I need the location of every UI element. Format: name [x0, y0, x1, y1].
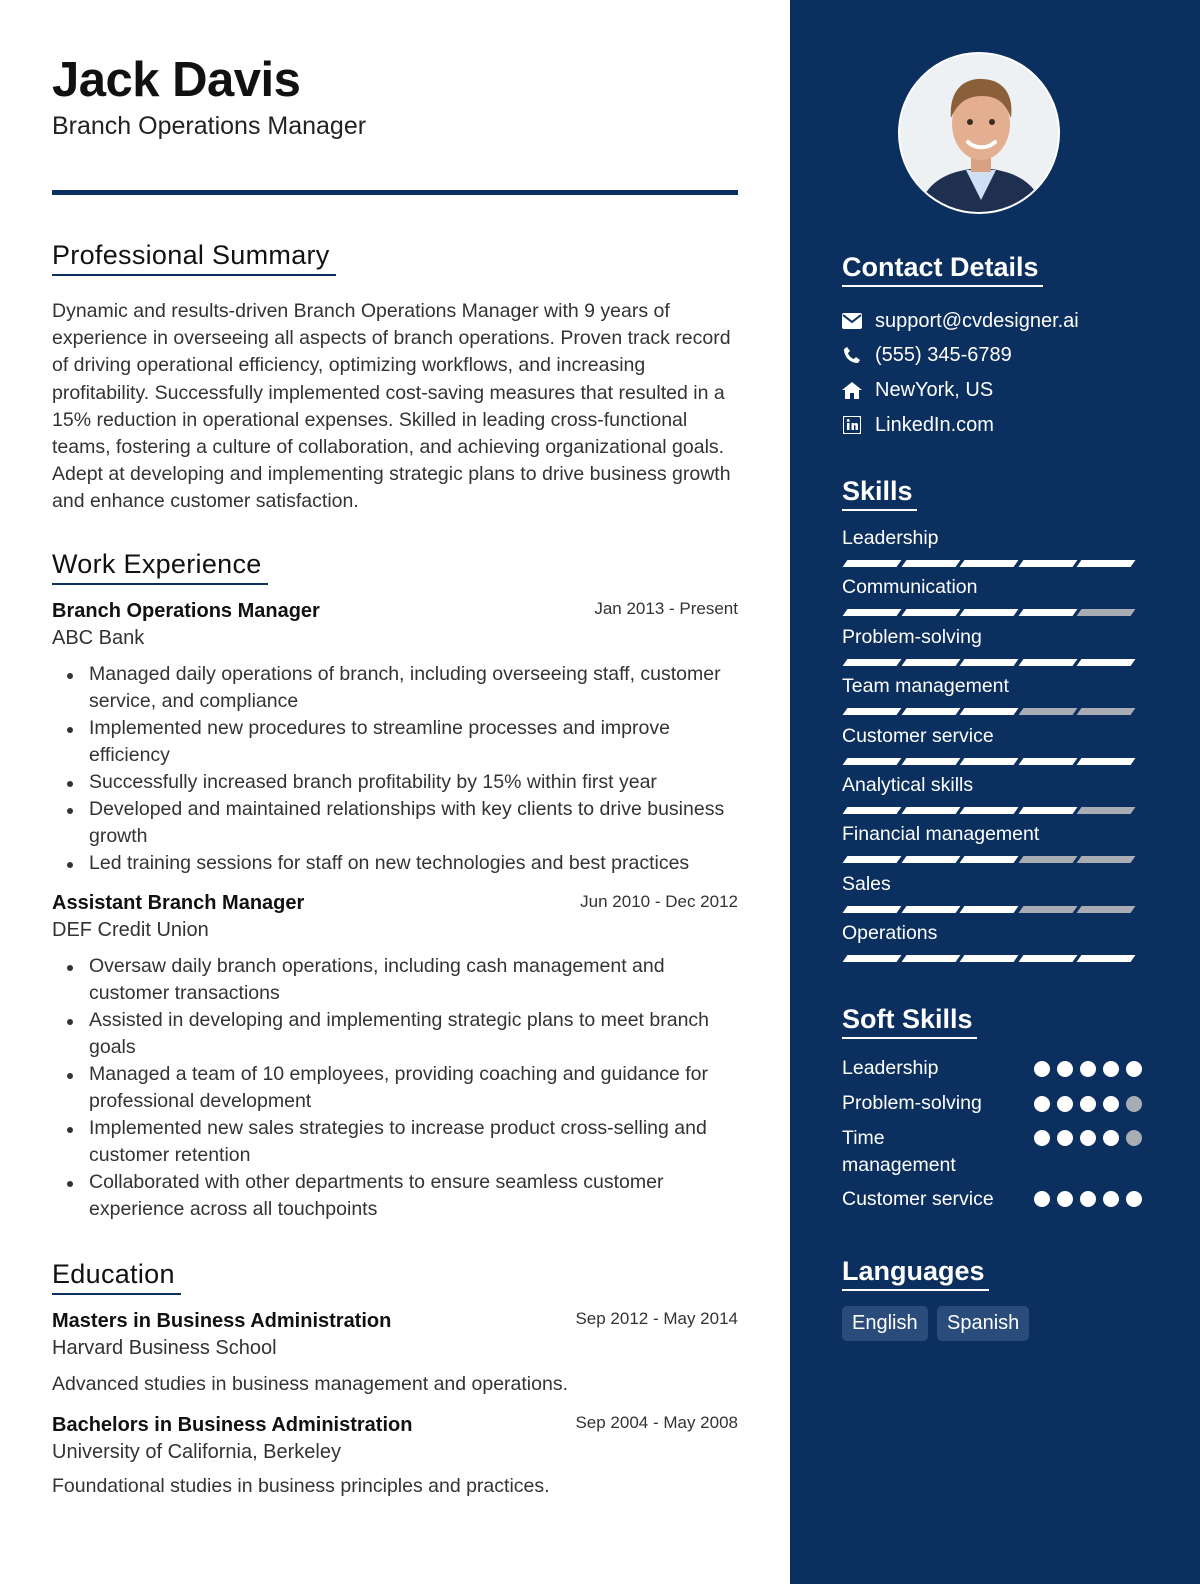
rating-dot [1126, 1061, 1142, 1077]
skill-level-segment [1077, 856, 1136, 863]
skill-level-segment [1077, 609, 1136, 616]
skill-level-bar [842, 807, 1134, 814]
skill-level-segment [1018, 906, 1077, 913]
job-bullet: Implemented new procedures to streamline processes and improve efficiency [89, 715, 739, 769]
rating-dot [1126, 1130, 1142, 1146]
edu-dates: Sep 2004 - May 2008 [575, 1413, 738, 1432]
skill-level-segment [843, 609, 902, 616]
rating-dot [1034, 1096, 1050, 1112]
soft-skill-label: Leadership [842, 1057, 939, 1079]
languages-heading: Languages [842, 1256, 989, 1291]
skill-level-segment [1018, 856, 1077, 863]
job-role: Assistant Branch Manager [52, 892, 305, 914]
skill-level-segment [843, 560, 902, 567]
rating-dot [1057, 1191, 1073, 1207]
job-company: ABC Bank [52, 627, 145, 649]
skill-level-segment [960, 758, 1019, 765]
candidate-name: Jack Davis [52, 53, 301, 107]
job-bullet: Oversaw daily branch operations, including cash management and customer transactions [89, 953, 739, 1007]
contact-phone[interactable] [842, 341, 1012, 369]
job-bullets [89, 953, 739, 1223]
language-chip-spanish: Spanish [937, 1306, 1029, 1341]
edu-dates: Sep 2012 - May 2014 [575, 1309, 738, 1328]
soft-skill-rating [1034, 1191, 1134, 1207]
skill-label: Financial management [842, 823, 1040, 846]
job-bullet: Assisted in developing and implementing strategic plans to meet branch goals [89, 1007, 739, 1061]
skill-level-segment [901, 560, 960, 567]
job-dates: Jan 2013 - Present [594, 599, 738, 618]
skill-level-segment [1018, 560, 1077, 567]
edu-degree: Masters in Business Administration [52, 1310, 392, 1332]
rating-dot [1103, 1061, 1119, 1077]
skill-level-bar [842, 906, 1134, 913]
job-dates: Jun 2010 - Dec 2012 [580, 892, 738, 911]
skill-level-segment [1077, 955, 1136, 962]
phone-icon [842, 345, 862, 365]
skill-level-segment [843, 955, 902, 962]
skill-level-segment [960, 856, 1019, 863]
skill-level-bar [842, 708, 1134, 715]
skill-level-bar [842, 659, 1134, 666]
skill-level-segment [901, 955, 960, 962]
rating-dot [1057, 1061, 1073, 1077]
soft-skill-label: Problem-solving [842, 1092, 982, 1114]
skill-level-segment [901, 758, 960, 765]
rating-dot [1126, 1096, 1142, 1112]
header-divider [52, 190, 738, 195]
soft-skill-label: Customer service [842, 1188, 994, 1210]
skill-label: Problem-solving [842, 625, 982, 648]
skills-heading: Skills [842, 476, 917, 511]
skill-label: Communication [842, 576, 978, 599]
job-role: Branch Operations Manager [52, 600, 320, 622]
skill-level-segment [901, 856, 960, 863]
edu-school: Harvard Business School [52, 1337, 277, 1359]
home-icon [842, 380, 862, 400]
skill-label: Customer service [842, 724, 994, 747]
skill-level-segment [960, 807, 1019, 814]
skill-label: Leadership [842, 527, 939, 549]
skill-level-segment [1018, 807, 1077, 814]
contact-phone-text: (555) 345-6789 [875, 343, 1012, 366]
edu-school: University of California, Berkeley [52, 1441, 341, 1463]
skill-level-bar [842, 609, 1134, 616]
edu-description: Foundational studies in business principles and practices. [52, 1475, 550, 1497]
rating-dot [1034, 1130, 1050, 1146]
skill-level-segment [843, 708, 902, 715]
contact-email[interactable] [842, 307, 1079, 335]
skill-level-segment [843, 659, 902, 666]
skill-label: Analytical skills [842, 774, 974, 796]
rating-dot [1103, 1191, 1119, 1207]
skill-label: Sales [842, 872, 891, 895]
edu-degree: Bachelors in Business Administration [52, 1414, 413, 1436]
rating-dot [1057, 1096, 1073, 1112]
soft-skills-heading: Soft Skills [842, 1004, 977, 1039]
skill-level-segment [901, 659, 960, 666]
job-bullet: Developed and maintained relationships with key clients to drive business growth [89, 796, 739, 850]
job-bullet: Collaborated with other departments to ensure seamless customer experience across all touchpoints [89, 1169, 739, 1223]
profile-photo [898, 52, 1060, 214]
envelope-icon [842, 311, 862, 331]
job-bullet: Managed daily operations of branch, including overseeing staff, customer service, and compliance [89, 661, 739, 715]
skill-level-segment [960, 659, 1019, 666]
sidebar [790, 0, 1200, 1584]
skill-level-segment [1077, 758, 1136, 765]
skill-level-segment [1018, 758, 1077, 765]
soft-skill-rating [1034, 1061, 1134, 1077]
skill-level-segment [1077, 807, 1136, 814]
skill-level-segment [901, 807, 960, 814]
contact-linkedin-text: LinkedIn.com [875, 413, 994, 436]
job-bullet: Managed a team of 10 employees, providing coaching and guidance for professional development [89, 1061, 739, 1115]
profile-photo-image [900, 54, 1060, 214]
soft-skill-rating [1034, 1130, 1134, 1146]
soft-skill-rating [1034, 1096, 1134, 1112]
skill-level-bar [842, 560, 1134, 567]
skill-level-segment [960, 955, 1019, 962]
candidate-title: Branch Operations Manager [52, 112, 367, 140]
job-bullets [89, 661, 739, 877]
skill-level-segment [1077, 659, 1136, 666]
rating-dot [1080, 1130, 1096, 1146]
skill-level-segment [960, 609, 1019, 616]
skill-level-segment [901, 708, 960, 715]
skill-level-segment [960, 560, 1019, 567]
skill-level-segment [1077, 906, 1136, 913]
skill-level-segment [960, 906, 1019, 913]
skill-level-segment [1018, 708, 1077, 715]
skill-level-segment [843, 906, 902, 913]
job-bullet: Successfully increased branch profitability by 15% within first year [89, 769, 739, 796]
skill-level-segment [843, 758, 902, 765]
rating-dot [1103, 1096, 1119, 1112]
skill-level-bar [842, 856, 1134, 863]
linkedin-icon [842, 415, 862, 435]
skill-level-segment [1018, 955, 1077, 962]
edu-description: Advanced studies in business management and operations. [52, 1373, 568, 1395]
rating-dot [1057, 1130, 1073, 1146]
summary-heading: Professional Summary [52, 240, 336, 276]
experience-heading: Work Experience [52, 549, 268, 585]
contact-location-text: NewYork, US [875, 378, 994, 401]
rating-dot [1080, 1061, 1096, 1077]
skill-level-bar [842, 758, 1134, 765]
skill-level-segment [1018, 609, 1077, 616]
language-chip-english: English [842, 1306, 928, 1341]
rating-dot [1034, 1061, 1050, 1077]
contact-heading: Contact Details [842, 252, 1043, 287]
contact-linkedin[interactable] [842, 411, 994, 439]
rating-dot [1103, 1130, 1119, 1146]
job-bullet: Implemented new sales strategies to increase product cross-selling and customer retention [89, 1115, 739, 1169]
skill-level-segment [901, 609, 960, 616]
job-company: DEF Credit Union [52, 919, 209, 941]
skill-level-segment [1018, 659, 1077, 666]
soft-skill-label: Time management [842, 1127, 956, 1176]
rating-dot [1034, 1191, 1050, 1207]
contact-location [842, 376, 993, 404]
skill-level-segment [960, 708, 1019, 715]
skill-level-segment [1077, 708, 1136, 715]
job-bullet: Led training sessions for staff on new technologies and best practices [89, 850, 739, 877]
skill-level-segment [1077, 560, 1136, 567]
skill-level-bar [842, 955, 1134, 962]
skill-level-segment [843, 856, 902, 863]
summary-text: Dynamic and results-driven Branch Operations Manager with 9 years of experience in overseeing all aspects of branch operations. Proven track record of driving operational efficiency, optimizing workflows, and increasing profitability. Successfully implemented cost-saving measures that resulted in a 15% reduction in operational expenses. Skilled in leading cross-functional teams, fostering a culture of collaboration, and achieving organizational goals. Adept at developing and implementing strategic plans to drive business growth and enhance customer satisfaction. [52, 300, 731, 513]
education-heading: Education [52, 1259, 181, 1295]
skill-label: Operations [842, 922, 938, 945]
rating-dot [1080, 1191, 1096, 1207]
skill-label: Team management [842, 675, 1009, 698]
contact-email-text: support@cvdesigner.ai [875, 309, 1079, 332]
rating-dot [1126, 1191, 1142, 1207]
skill-level-segment [901, 906, 960, 913]
rating-dot [1080, 1096, 1096, 1112]
skill-level-segment [843, 807, 902, 814]
